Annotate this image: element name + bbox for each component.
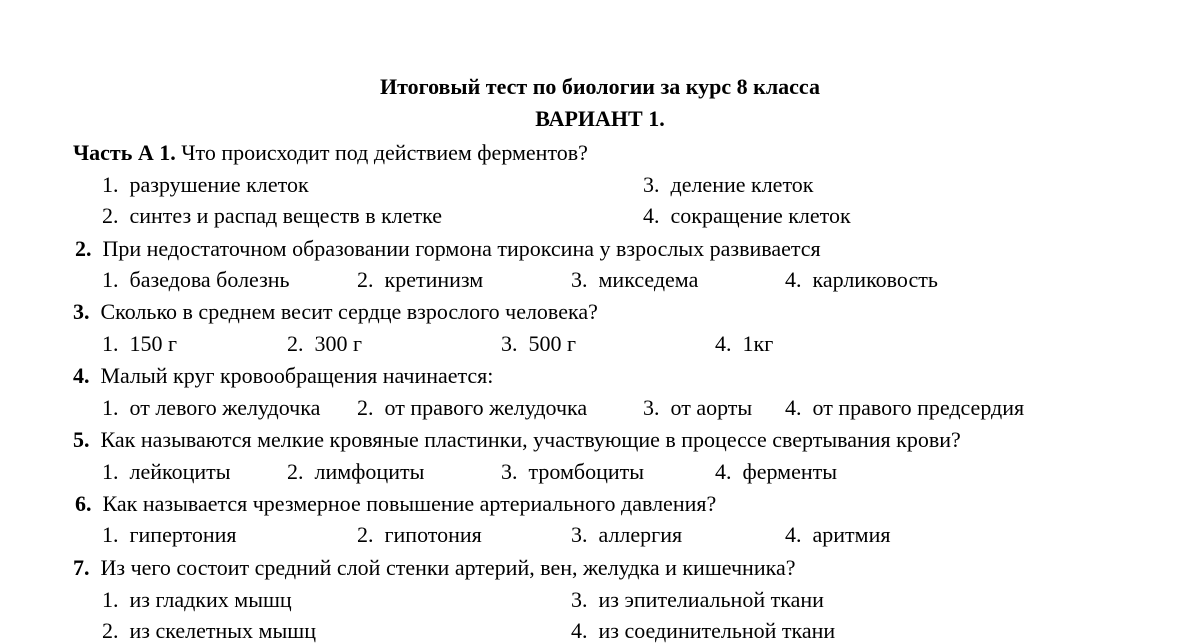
question-number: 1. (159, 140, 176, 165)
question-4 (73, 363, 493, 389)
option: 3. 500 г (501, 331, 577, 356)
option: 1. базедова болезнь (102, 267, 290, 292)
question-text: Малый круг кровообращения начинается: (100, 363, 494, 388)
option: 4. 1кг (715, 331, 774, 356)
option: 1. из гладких мышц (102, 587, 292, 612)
question-text: Как называются мелкие кровяные пластинки, участвующие в процессе свертывания крови? (100, 427, 961, 452)
question-text: Что происходит под действием ферментов? (181, 140, 588, 165)
question-5 (73, 427, 961, 453)
option: 3. от аорты (643, 395, 753, 420)
question-text: Сколько в среднем весит сердце взрослого человека? (100, 299, 598, 324)
option: 1. лейкоциты (102, 459, 231, 484)
option: 2. 300 г (287, 331, 363, 356)
option: 3. аллергия (571, 522, 683, 547)
question-number: 4. (73, 363, 90, 388)
option: 4. от правого предсердия (785, 395, 1025, 420)
question-number: 3. (73, 299, 90, 324)
option: 1. гипертония (102, 522, 237, 547)
test-title: Итоговый тест по биологии за курс 8 класса (380, 74, 820, 99)
option: 2. от правого желудочка (357, 395, 588, 420)
option: 2. синтез и распад веществ в клетке (102, 203, 443, 228)
question-number: 6. (75, 491, 92, 516)
option: 1. разрушение клеток (102, 172, 309, 197)
option: 1. от левого желудочка (102, 395, 321, 420)
option: 4. ферменты (715, 459, 838, 484)
option: 4. аритмия (785, 522, 891, 547)
question-text: Как называется чрезмерное повышение артериального давления? (102, 491, 717, 516)
option: 3. деление клеток (643, 172, 814, 197)
option: 4. из соединительной ткани (571, 618, 836, 643)
question-1 (73, 140, 588, 166)
option: 3. микседема (571, 267, 699, 292)
question-number: 2. (75, 236, 92, 261)
question-text: Из чего состоит средний слой стенки артерий, вен, желудка и кишечника? (100, 555, 796, 580)
part-label: Часть А (73, 140, 154, 165)
option: 2. кретинизм (357, 267, 484, 292)
variant-label: ВАРИАНТ 1. (535, 106, 665, 131)
question-text: При недостаточном образовании гормона тироксина у взрослых развивается (102, 236, 821, 261)
option: 2. гипотония (357, 522, 482, 547)
question-number: 5. (73, 427, 90, 452)
option: 2. лимфоциты (287, 459, 425, 484)
question-6 (75, 491, 716, 517)
option: 4. карликовость (785, 267, 938, 292)
option: 2. из скелетных мышц (102, 618, 316, 643)
option: 3. из эпителиальной ткани (571, 587, 824, 612)
option: 3. тромбоциты (501, 459, 645, 484)
question-3 (73, 299, 598, 325)
question-2 (75, 236, 821, 262)
question-number: 7. (73, 555, 90, 580)
option: 1. 150 г (102, 331, 178, 356)
question-7 (73, 555, 796, 581)
option: 4. сокращение клеток (643, 203, 851, 228)
